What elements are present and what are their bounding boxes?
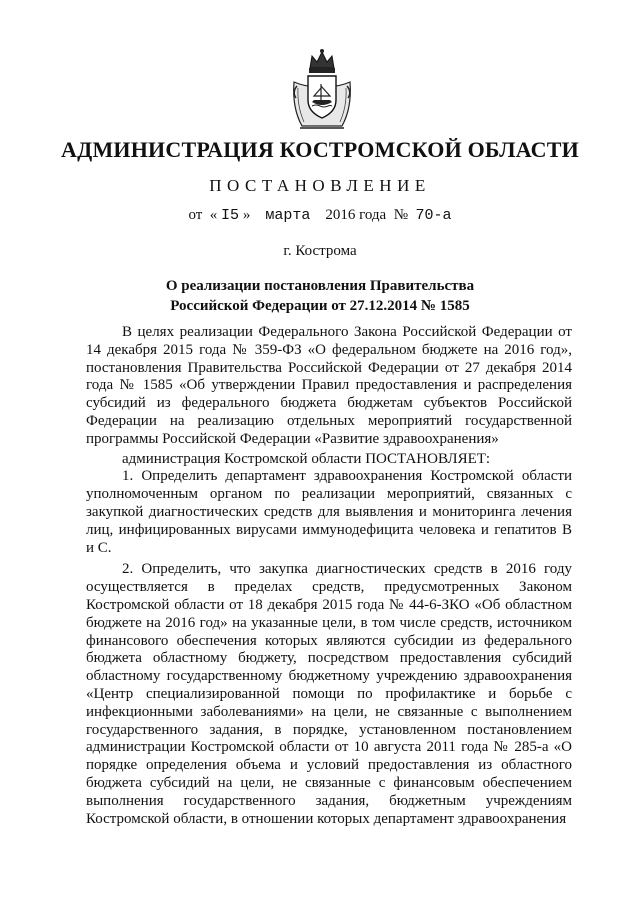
city: г. Кострома [283, 243, 357, 259]
date-close-quote: » [242, 207, 251, 223]
document-body [86, 324, 572, 828]
subject-line-1: О реализации постановления Правительства [165, 278, 475, 294]
date-prefix: от [188, 207, 203, 223]
coat-of-arms-emblem [288, 48, 356, 134]
preamble-paragraph: В целях реализации Федерального Закона Российской Федерации от 14 декабря 2015 года № 359-ФЗ «О федеральном бюджете на 2016 год», постановления Правительства Российской Федерации от 27 декабря 2014 года № 1585 «Об утверждении Правил предоставления и распределения субсидий из федерального бюджета бюджетам субъектов Российской Федерации на реализацию отдельных мероприятий государственной программы Российской Федерации «Развитие здравоохранения» [86, 324, 572, 447]
document-subject [130, 276, 510, 316]
date-line [0, 207, 640, 224]
document-type: ПОСТАНОВЛЕНИЕ [209, 176, 431, 195]
date-year: 2016 года [325, 207, 387, 223]
item-1-paragraph: 1. Определить департамент здравоохранения Костромской области уполномоченным органом по реализации мероприятий, связанных с закупкой диагностических средств для выявления и мониторинга лечения лиц, инфицированных вирусами иммунодефицита человека и гепатитов В и С. [86, 468, 572, 556]
date-day: I5 [221, 207, 240, 224]
date-open-quote: « [209, 207, 218, 223]
resolve-paragraph: администрация Костромской области ПОСТАНОВЛЯЕТ: [122, 450, 491, 467]
subject-line-2: Российской Федерации от 27.12.2014 № 1585 [170, 298, 470, 314]
document-number: 70-а [415, 207, 452, 224]
organization-title: АДМИНИСТРАЦИЯ КОСТРОМСКОЙ ОБЛАСТИ [61, 137, 579, 162]
date-month: марта [265, 207, 311, 224]
item-2-paragraph: 2. Определить, что закупка диагностических средств в 2016 году осуществляется в пределах средств, предусмотренных Законом Костромской области от 18 декабря 2015 года № 44-6-ЗКО «Об областном бюджете на 2016 год» на указанные цели, в том числе средств, источником финансового обеспечения которых являются субсидии из федерального бюджета областному бюджету, посредством предоставления субсидий областному государственному бюджетному учреждению здравоохранения «Центр специализированной помощи по профилактике и борьбе с инфекционными заболеваниями» на цели, не связанные с выполнением государственного задания, в порядке, установленном постановлением администрации Костромской области от 10 августа 2011 года № 285-а «О порядке определения объема и условий предоставления из областного бюджета субсидий на цели, не связанные с финансовым обеспечением выполнения государственного задания, бюджетным учреждениям Костромской области, в отношении которых департамент здравоохранения [86, 561, 572, 827]
number-sign: № [393, 207, 409, 223]
